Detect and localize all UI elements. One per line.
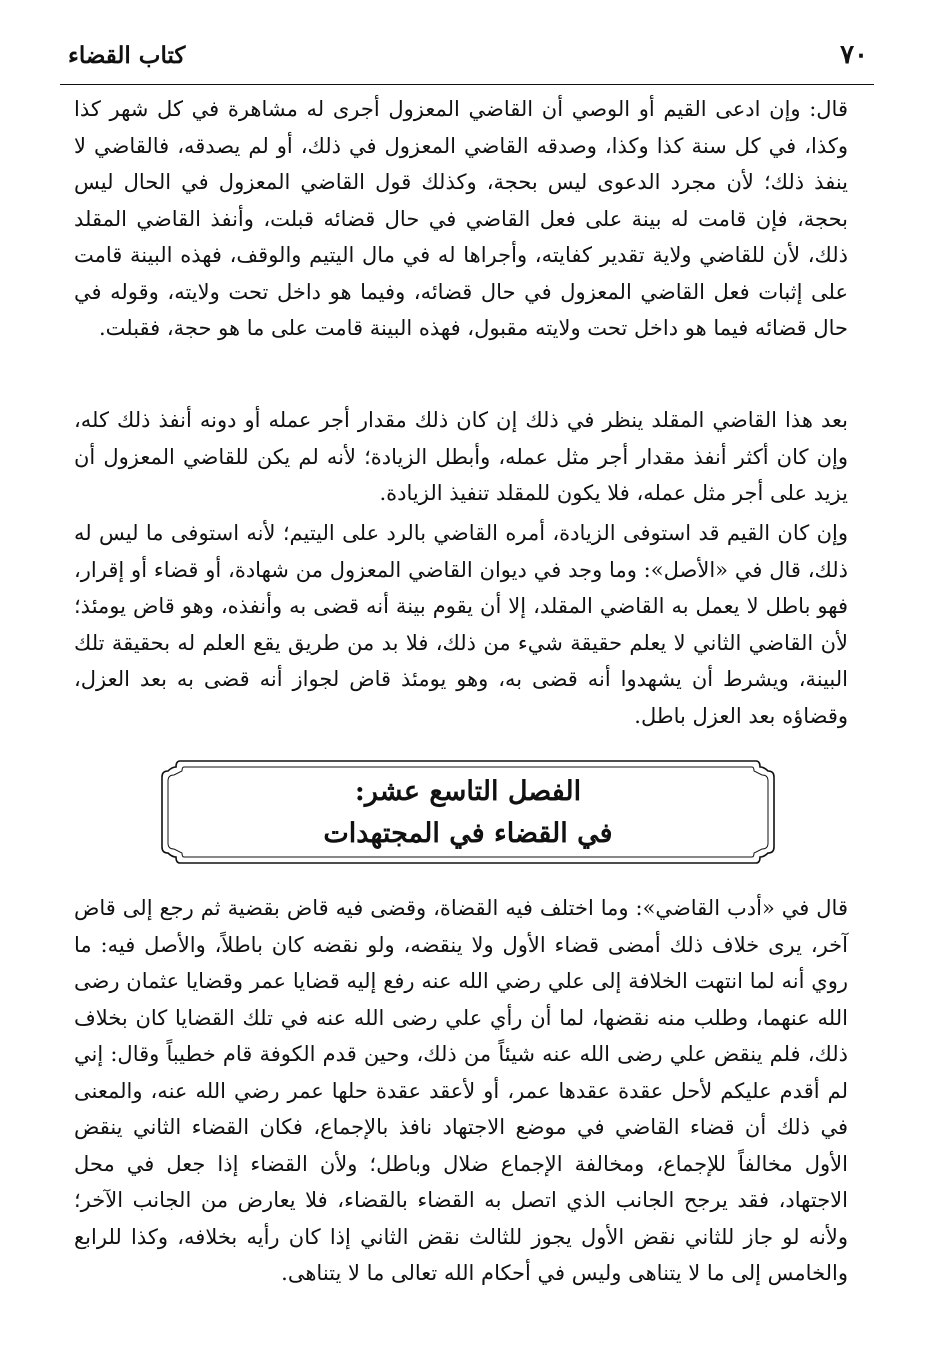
page-header [60,36,874,85]
page-number: ٧٠ [840,40,868,70]
chapter-title-line-2: في القضاء في المجتهدات [323,818,613,849]
paragraph-4: قال في «أدب القاضي»: وما اختلف فيه القضاة، وقضى فيه قاض بقضية ثم رجع إلى قاض آخر، يرى خلاف ذلك أمضى قضاء الأول ولا ينقضه، ولو نقضه كان باطلاً، والأصل فيه: ما روي أنه لما انتهت الخلافة إلى علي رضي الله عنه رفع إليه قضايا عمر وقضايا عثمان رضى الله عنهما، وطلب منه نقضها، لما أن رأي علي رضى الله عنه في تلك القضايا كان بخلاف ذلك، فلم ينقض علي رضى الله عنه شيئاً من ذلك، وحين قدم الكوفة قام خطيباً وقال: إني لم أقدم عليكم لأحل عقدة عقدها عمر، أو لأعقد عقدة حلها عمر رضي الله عنه، والمعنى في ذلك أن قضاء القاضي في موضع الاجتهاد نافذ بالإجماع، فكان القضاء الثاني ينقض الأول مخالفاً للإجماع، ومخالفة الإجماع ضلال وباطل؛ ولأن القضاء إذا جعل في محل الاجتهاد، فقد يرجح الجانب الذي اتصل به القضاء بالقضاء، فلا يعارض من الجانب الآخر؛ ولأنه لو جاز للثاني نقض الأول يجوز للثالث نقض الثاني إذا كان رأيه بخلافه، وكذا للرابع والخامس إلى ما لا يتناهى وليس في أحكام الله تعالى ما لا يتناهى. [74,896,848,1285]
paragraph-1: قال: وإن ادعى القيم أو الوصي أن القاضي المعزول أجرى له مشاهرة في كل شهر كذا وكذا، في كل سنة كذا وكذا، وصدقه القاضي المعزول في ذلك، أو لم يصدقه، فالقاضي لا ينفذ ذلك؛ لأن مجرد الدعوى ليس بحجة، وكذلك قول القاضي المعزول في الحال ليس بحجة، فإن قامت له بينة على فعل القاضي في حال قضائه قبلت، وأنفذ القاضي المقلد ذلك، لأن للقاضي ولاية تقدير كفايته، وأجراها له في مال اليتيم والوقف، فهذه البينة قامت على إثبات فعل القاضي المعزول في حال قضائه، وفيما هو داخل تحت ولايته، وقوله في حال قضائه فيما هو داخل تحت ولايته مقبول، فهذه البينة قامت على ما هو حجة، فقبلت. [74,97,848,340]
paragraph-2: بعد هذا القاضي المقلد ينظر في ذلك إن كان ذلك مقدار أجر عمله أو دونه أنفذ ذلك كله، وإن كان أكثر أنفذ مقدار أجر مثل عمله، وأبطل الزيادة؛ لأنه لم يكن للقاضي المعزول أن يزيد على أجر مثل عمله، فلا يكون للمقلد تنفيذ الزيادة. [74,408,848,505]
running-title: كتاب القضاء [68,42,186,69]
chapter-heading-frame [158,757,778,867]
paragraph-3: وإن كان القيم قد استوفى الزيادة، أمره القاضي بالرد على اليتيم؛ لأنه استوفى ما ليس له ذلك، قال في «الأصل»: وما وجد في ديوان القاضي المعزول من شهادة، أو قضاء أو إقرار، فهو باطل لا يعمل به القاضي المقلد، إلا أن يقوم بينة أنه قضى به وأنفذه، وهو قاض يومئذ؛ لأن القاضي الثاني لا يعلم حقيقة شيء من ذلك، فلا بد من طريق يقع العلم له بحقيقة تلك البينة، ويشرط أن يشهدوا أنه قضى به، وهو يومئذ قاض لجواز أنه قضى به بعد العزل، وقضاؤه بعد العزل باطل. [74,521,848,728]
chapter-title-line-1: الفصل التاسع عشر: [354,776,582,807]
